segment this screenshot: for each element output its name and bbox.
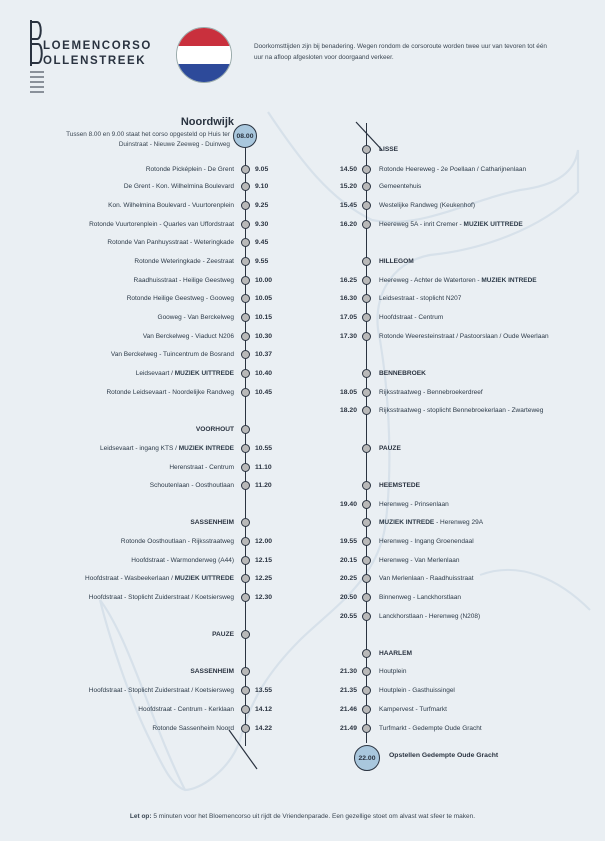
stop-street: Herenweg - Ingang Groenendaal <box>379 537 474 545</box>
stop-dot <box>241 630 250 639</box>
stop-street: Rotonde Sassenheim Noord <box>152 724 234 732</box>
stop-dot <box>362 257 371 266</box>
stop-dot <box>241 369 250 378</box>
stop-time: 10.55 <box>255 444 273 452</box>
stop-time: 12.30 <box>255 593 273 601</box>
stop-time: 15.20 <box>339 182 357 190</box>
stop-bold: MUZIEK INTREDE <box>481 276 537 284</box>
stop-street: Van Merlenlaan - Raadhuisstraat <box>379 574 474 582</box>
intro-text: Tussen 8.00 en 9.00 staat het corso opgesteld op Huis ter Duinstraat - Nieuwe Zeeweg - Duinweg <box>66 131 230 148</box>
stop-street: Gooweg - Van Berckelweg <box>157 313 234 321</box>
stop-street: Rijksstraatweg - stoplicht Bennebroekerlaan - Zwarteweg <box>379 406 544 414</box>
section-label: SASSENHEIM <box>190 667 234 675</box>
stop-time: 10.05 <box>255 294 273 302</box>
end-label: Opstellen Gedempte Oude Gracht <box>389 752 499 759</box>
stop-street: Heereweg - Achter de Watertoren - <box>379 276 480 284</box>
stop-time: 17.30 <box>339 332 357 340</box>
stop-street: Rotonde Weteringkade - Zeestraat <box>134 257 234 265</box>
stop-label <box>379 667 406 676</box>
stop-label <box>379 518 483 527</box>
stop-dot <box>241 332 250 341</box>
stop-dot <box>362 724 371 733</box>
stop-street: Hoofdstraat - Warmonderweg (A44) <box>131 556 234 564</box>
stop-dot <box>241 724 250 733</box>
town-noordwijk: Noordwijk <box>180 116 234 128</box>
stop-dot <box>362 145 371 154</box>
stop-label <box>134 257 234 266</box>
stop-bold: MUZIEK INTREDE <box>178 444 234 452</box>
stop-dot <box>241 444 250 453</box>
stop-label <box>379 705 447 714</box>
stop-dot <box>362 201 371 210</box>
stop-time: 16.20 <box>339 220 357 228</box>
stop-label <box>124 182 234 191</box>
stop-label <box>379 313 443 322</box>
stop-time: 17.05 <box>339 313 357 321</box>
stop-dot <box>362 332 371 341</box>
stop-label <box>152 724 234 733</box>
section-label: HEEMSTEDE <box>379 481 421 489</box>
stop-dot <box>362 369 371 378</box>
stop-label <box>379 182 421 191</box>
stop-dot <box>241 425 250 434</box>
stop-dot <box>362 593 371 602</box>
stop-street: Rotonde Weeresteinstraat / Pastoorslaan / Oude Weerlaan <box>379 332 549 340</box>
stop-dot <box>241 313 250 322</box>
stop-label <box>379 593 461 602</box>
logo-b-icon <box>30 20 44 68</box>
stop-street: Rijksstraatweg - Bennebroekerdreef <box>379 388 483 396</box>
stop-bold: MUZIEK UITTREDE <box>174 574 234 582</box>
stop-dot <box>362 574 371 583</box>
stop-label <box>89 220 234 229</box>
stop-dot <box>241 182 250 191</box>
stop-dot <box>362 537 371 546</box>
start-time-badge: 08.00 <box>233 124 257 148</box>
stop-street: Hoofdstraat - Centrum - Kerklaan <box>138 705 234 713</box>
section-label: LISSE <box>379 145 399 153</box>
stop-label <box>169 463 234 472</box>
stop-dot <box>362 182 371 191</box>
stop-dot <box>241 257 250 266</box>
stop-street: Gemeentehuis <box>379 182 422 190</box>
stop-street: Rotonde Van Panhuysstraat - Weteringkade <box>107 238 234 246</box>
stop-time: 9.10 <box>255 182 269 190</box>
stop-label <box>143 332 234 341</box>
brand-line-2: OLLENSTREEK <box>43 55 147 67</box>
stop-label <box>150 481 234 490</box>
section-label: HILLEGOM <box>379 257 414 265</box>
stop-bold: MUZIEK UITTREDE <box>174 369 234 377</box>
stop-street: Lanckhorstlaan - Herenweg (N208) <box>379 612 481 620</box>
dutch-flag-icon <box>176 27 232 83</box>
stop-street: Hoofdstraat - Stoplicht Zuiderstraat / Koetsiersweg <box>88 593 234 601</box>
stop-time: 10.00 <box>255 276 273 284</box>
stop-label <box>379 332 549 341</box>
stop-dot <box>241 593 250 602</box>
stop-dot <box>362 481 371 490</box>
stop-bold: MUZIEK INTREDE <box>379 518 435 526</box>
stop-time: 9.25 <box>255 201 269 209</box>
stop-dot <box>241 667 250 676</box>
stop-time: 11.10 <box>255 463 272 471</box>
stop-street: Rotonde Picképlein - De Grent <box>145 165 234 173</box>
stop-label <box>379 201 475 210</box>
stop-street: Rotonde Oosthoutlaan - Rijksstraatweg <box>120 537 234 545</box>
stop-dot <box>241 238 250 247</box>
stop-label <box>136 369 234 378</box>
stop-dot <box>362 220 371 229</box>
stop-street: Rotonde Leidsevaart - Noordelijke Randweg <box>106 388 234 396</box>
stop-dot <box>362 518 371 527</box>
stop-street: Van Berckelweg - Tuincentrum de Bosrand <box>110 350 234 358</box>
stop-dot <box>362 406 371 415</box>
stop-time: 20.55 <box>339 612 357 620</box>
stop-time: 19.55 <box>339 537 357 545</box>
stop-street: Hoofdstraat - Centrum <box>379 313 444 321</box>
footer-bold: Let op: <box>129 813 152 820</box>
stop-dot <box>362 165 371 174</box>
stop-dot <box>241 574 250 583</box>
stop-street: Leidsestraat - stoplicht N207 <box>379 294 462 302</box>
stop-time: 18.05 <box>339 388 357 396</box>
stop-label <box>146 165 234 174</box>
stop-street: Hoofdstraat - Stoplicht Zuiderstraat / Koetsiersweg <box>88 686 234 694</box>
stop-street: Herenstraat - Centrum <box>169 463 234 471</box>
stop-street: Kon. Wilhelmina Boulevard - Vuurtorenplein <box>108 201 234 209</box>
stop-dot <box>362 667 371 676</box>
stop-time: 16.25 <box>339 276 357 284</box>
stop-label <box>108 201 234 210</box>
footer-note <box>0 813 605 820</box>
stop-label <box>379 537 474 546</box>
stop-time: 14.22 <box>255 724 273 732</box>
stop-dot <box>362 705 371 714</box>
stop-time: 21.46 <box>339 705 357 713</box>
stop-time: 11.20 <box>255 481 272 489</box>
stop-time: 10.37 <box>255 350 273 358</box>
stop-time: 12.25 <box>255 574 273 582</box>
section-label: PAUZE <box>379 444 401 452</box>
stop-time: 9.45 <box>255 238 269 246</box>
stop-label <box>379 500 449 509</box>
stop-time: 9.30 <box>255 220 269 228</box>
stop-dot <box>241 537 250 546</box>
stop-label <box>111 350 234 359</box>
stop-label <box>138 705 234 714</box>
stop-label <box>379 388 483 397</box>
stop-street: Rotonde Heilige Geestweg - Gooweg <box>126 294 234 302</box>
stop-time: 20.25 <box>339 574 357 582</box>
stop-time: 12.00 <box>255 537 273 545</box>
stop-dot <box>241 350 250 359</box>
section-label: PAUZE <box>212 630 234 638</box>
stop-bold: MUZIEK UITTREDE <box>463 220 523 228</box>
stop-time: 13.55 <box>255 686 273 694</box>
stop-dot <box>362 444 371 453</box>
stop-time: 20.15 <box>339 556 357 564</box>
stop-time: 9.55 <box>255 257 269 265</box>
stop-dot <box>241 556 250 565</box>
stop-time: 10.45 <box>255 388 273 396</box>
section-label: SASSENHEIM <box>190 518 234 526</box>
logo-stripes-icon <box>28 68 46 98</box>
stop-dot <box>241 388 250 397</box>
stop-street: Leidsevaart / <box>135 369 173 377</box>
stop-time: 14.12 <box>255 705 273 713</box>
stop-dot <box>241 481 250 490</box>
stop-dot <box>241 686 250 695</box>
stop-street: Heereweg 5A - inrit Cremer - <box>379 220 462 228</box>
stop-dot <box>362 686 371 695</box>
stop-dot <box>362 612 371 621</box>
stop-dot <box>362 313 371 322</box>
stop-label <box>379 574 474 583</box>
stop-label <box>379 556 459 565</box>
stop-dot <box>241 165 250 174</box>
stop-time: 9.05 <box>255 165 269 173</box>
stop-label <box>131 556 234 565</box>
stop-label <box>379 165 526 174</box>
stop-street: Raadhuisstraat - Heilige Geestweg <box>133 276 234 284</box>
stop-street: Hoofdstraat - Wasbeekerlaan / <box>85 574 173 582</box>
stop-street: Westelijke Randweg (Keukenhof) <box>379 201 475 209</box>
stop-street: Van Berckelweg - Viaduct N206 <box>142 332 234 340</box>
stop-dot <box>362 500 371 509</box>
stop-dot <box>241 201 250 210</box>
stop-label <box>134 276 234 285</box>
stop-label <box>89 593 234 602</box>
stop-label <box>158 313 234 322</box>
stop-label <box>127 294 234 303</box>
stop-time: 21.30 <box>339 667 357 675</box>
stop-time: 18.20 <box>339 406 357 414</box>
section-label: BENNEBROEK <box>379 369 426 377</box>
stop-time: 21.35 <box>339 686 357 694</box>
brand-line-1: LOEMENCORSO <box>43 40 152 52</box>
stop-time: 10.30 <box>255 332 273 340</box>
stop-dot <box>362 388 371 397</box>
stop-street: Rotonde Vuurtorenplein - Quarles van Uffordstraat <box>89 220 234 228</box>
footer-text: 5 minuten voor het Bloemencorso uit rijdt de Vriendenparade. Een gezellige stoet om alvast wat sfeer te maken. <box>153 813 476 820</box>
notice-text: Doorkomsttijden zijn bij benadering. Wegen rondom de corsoroute worden twee uur van tevoren tot één uur na afloop afgesloten voor doorgaand verkeer. <box>254 43 547 61</box>
stop-dot <box>241 705 250 714</box>
stop-label <box>121 537 234 546</box>
stop-street: Binnenweg - Lanckhorstlaan <box>379 593 462 601</box>
stop-time: 10.40 <box>255 369 273 377</box>
stop-time: 14.50 <box>339 165 357 173</box>
stop-label <box>379 612 480 621</box>
stop-street: Turfmarkt - Gedempte Oude Gracht <box>379 724 482 732</box>
stop-dot <box>362 556 371 565</box>
stop-dot <box>362 276 371 285</box>
stop-street: Houtplein <box>379 667 407 675</box>
stop-label <box>379 220 523 229</box>
section-label: VOORHOUT <box>195 425 234 433</box>
stop-dot <box>362 294 371 303</box>
stop-time: 12.15 <box>255 556 273 564</box>
stop-street: Schoutenlaan - Oosthoutlaan <box>149 481 234 489</box>
stop-label <box>100 444 234 453</box>
stop-label <box>379 724 482 733</box>
stop-street: Rotonde Heereweg - 2e Poellaan / Catharijnenlaan <box>379 165 527 173</box>
stop-label <box>379 686 455 695</box>
stop-dot <box>241 294 250 303</box>
stop-street: Leidsevaart - ingang KTS / <box>99 444 177 452</box>
stop-street: - Herenweg 29A <box>436 518 484 526</box>
stop-time: 20.50 <box>339 593 357 601</box>
stop-time: 16.30 <box>339 294 357 302</box>
stop-label <box>107 238 234 247</box>
stop-dot <box>241 276 250 285</box>
stop-time: 15.45 <box>339 201 357 209</box>
stop-dot <box>362 649 371 658</box>
stop-label <box>379 276 537 285</box>
stop-time: 10.15 <box>255 313 273 321</box>
stop-time: 21.49 <box>339 724 357 732</box>
stop-label <box>89 686 234 695</box>
stop-dot <box>241 220 250 229</box>
stop-street: Herenweg - Van Merlenlaan <box>379 556 460 564</box>
stop-street: Herenweg - Prinsenlaan <box>379 500 449 508</box>
stop-label <box>379 294 461 303</box>
stop-time: 19.40 <box>339 500 357 508</box>
stop-label <box>379 406 543 415</box>
end-time-badge: 22.00 <box>354 745 380 771</box>
stop-street: De Grent - Kon. Wilhelmina Boulevard <box>123 182 234 190</box>
stop-label <box>85 574 234 583</box>
section-label: HAARLEM <box>379 649 412 657</box>
stop-label <box>106 388 234 397</box>
stop-street: Kampervest - Turfmarkt <box>379 705 447 713</box>
stop-street: Houtplein - Gasthuissingel <box>379 686 455 694</box>
stop-dot <box>241 463 250 472</box>
stop-dot <box>241 518 250 527</box>
